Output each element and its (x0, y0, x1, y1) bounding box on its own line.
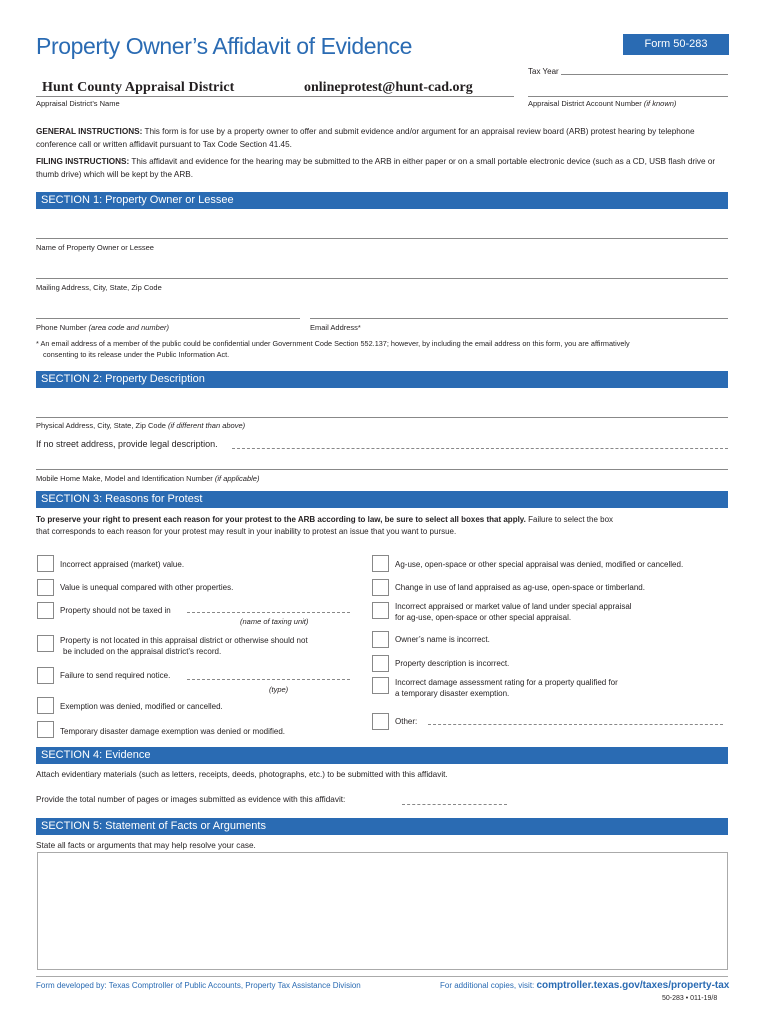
taxing-unit-hint: (name of taxing unit) (240, 617, 309, 626)
section-2-header: SECTION 2: Property Description (36, 371, 728, 388)
checkbox-unequal-value[interactable] (37, 579, 54, 596)
reason-label: Owner’s name is incorrect. (395, 635, 490, 644)
checkbox-not-located[interactable] (37, 635, 54, 652)
tax-year-field[interactable] (561, 74, 728, 75)
owner-name-field[interactable] (36, 238, 728, 239)
checkbox-damage-rating[interactable] (372, 677, 389, 694)
evidence-pages-text: Provide the total number of pages or images submitted as evidence with this affidavit: (36, 795, 346, 804)
account-number-label: Appraisal District Account Number (if known) (528, 99, 677, 108)
checkbox-ag-use-denied[interactable] (372, 555, 389, 572)
phone-label: Phone Number (area code and number) (36, 323, 170, 332)
reason-label-cont: be included on the appraisal district’s record. (63, 647, 222, 656)
district-name-value[interactable]: Hunt County Appraisal District (42, 80, 235, 95)
general-instructions: GENERAL INSTRUCTIONS: This form is for use by a property owner to offer and submit evidence and/or argument for an appraisal review board (ARB) protest hearing by telephone conference call or written affidavit pursuant to Tax Code Section 41.45. (36, 127, 695, 149)
section-4-header: SECTION 4: Evidence (36, 747, 728, 764)
checkbox-notice[interactable] (37, 667, 54, 684)
email-label: Email Address* (310, 323, 361, 332)
reason-label: Other: (395, 717, 418, 726)
checkbox-owner-name[interactable] (372, 631, 389, 648)
account-number-field[interactable] (528, 96, 728, 97)
physical-address-field[interactable] (36, 417, 728, 418)
checkbox-exemption[interactable] (37, 697, 54, 714)
checkbox-other[interactable] (372, 713, 389, 730)
facts-text-area[interactable] (37, 852, 728, 970)
email-field[interactable] (310, 318, 728, 319)
section-3-header: SECTION 3: Reasons for Protest (36, 491, 728, 508)
checkbox-description[interactable] (372, 655, 389, 672)
protest-intro: To preserve your right to present each reason for your protest to the ARB according to law, be sure to select all boxes that apply. Failure to select the box that corresponds to each reason for your protest may result in your inability to protest an issue that you want to pursue. (36, 515, 614, 536)
checkbox-incorrect-value[interactable] (37, 555, 54, 572)
reason-label: Property should not be taxed in (60, 606, 171, 615)
reason-label: Value is unequal compared with other properties. (60, 583, 234, 592)
reason-label: Incorrect damage assessment rating for a property qualified for (395, 678, 618, 687)
taxing-unit-field[interactable] (187, 612, 350, 613)
district-email-value[interactable]: onlineprotest@hunt-cad.org (304, 80, 473, 95)
footer-copies: For additional copies, visit: comptroller.texas.gov/taxes/property-tax (440, 980, 730, 991)
notice-type-field[interactable] (187, 679, 350, 680)
reason-label-cont: for ag-use, open-space or other special appraisal. (395, 613, 572, 622)
checkbox-disaster-exemption[interactable] (37, 721, 54, 738)
reason-label: Temporary disaster damage exemption was denied or modified. (60, 727, 286, 736)
checkbox-not-taxed[interactable] (37, 602, 54, 619)
section-1-header: SECTION 1: Property Owner or Lessee (36, 192, 728, 209)
reason-label: Incorrect appraised or market value of land under special appraisal (395, 602, 632, 611)
reason-label: Change in use of land appraised as ag-use, open-space or timberland. (395, 583, 645, 592)
filing-instructions: FILING INSTRUCTIONS: This affidavit and evidence for the hearing may be submitted to the ARB in either paper or on a small portable electronic device (such as a CD, USB flash drive or thumb drive) which will be kept by the ARB. (36, 157, 716, 179)
evidence-pages-field[interactable] (402, 804, 507, 805)
owner-name-label: Name of Property Owner or Lessee (36, 243, 154, 252)
footer-developed-by: Form developed by: Texas Comptroller of Public Accounts, Property Tax Assistance Division (36, 981, 361, 990)
reason-label: Exemption was denied, modified or cancelled. (60, 702, 223, 711)
mobile-home-field[interactable] (36, 469, 728, 470)
reason-label: Ag-use, open-space or other special appraisal was denied, modified or cancelled. (395, 560, 684, 569)
mailing-address-label: Mailing Address, City, State, Zip Code (36, 283, 162, 292)
reason-label: Property is not located in this appraisal district or otherwise should not (60, 636, 308, 645)
physical-address-label: Physical Address, City, State, Zip Code (if different than above) (36, 421, 246, 430)
other-reason-field[interactable] (428, 724, 723, 725)
section-5-header: SECTION 5: Statement of Facts or Arguments (36, 818, 728, 835)
footer-divider (36, 976, 728, 977)
footer-form-code: 50-283 • 011-19/8 (662, 995, 718, 1002)
facts-prompt: State all facts or arguments that may help resolve your case. (36, 841, 256, 850)
mobile-home-label: Mobile Home Make, Model and Identification Number (if applicable) (36, 474, 260, 483)
checkbox-special-appraisal-value[interactable] (372, 602, 389, 619)
legal-description-label: If no street address, provide legal description. (36, 439, 218, 449)
district-name-field[interactable] (36, 96, 514, 97)
mailing-address-field[interactable] (36, 278, 728, 279)
checkbox-change-in-use[interactable] (372, 579, 389, 596)
email-footnote-cont: consenting to its release under the Public Information Act. (43, 350, 230, 359)
notice-type-hint: (type) (269, 685, 289, 694)
reason-label: Property description is incorrect. (395, 659, 510, 668)
legal-description-field[interactable] (232, 448, 728, 449)
footer-copies-link[interactable]: comptroller.texas.gov/taxes/property-tax (536, 980, 730, 991)
tax-year-label: Tax Year (528, 67, 559, 76)
email-footnote: * An email address of a member of the public could be confidential under Government Code Section 552.137; however, by including the email address on this form, you are affirmatively (36, 339, 630, 348)
evidence-attach-text: Attach evidentiary materials (such as letters, receipts, deeds, photographs, etc.) to be submitted with this affidavit. (36, 770, 448, 779)
form-title: Property Owner’s Affidavit of Evidence (36, 33, 413, 59)
reason-label-cont: a temporary disaster exemption. (395, 689, 510, 698)
form-number-badge: Form 50-283 (623, 34, 729, 55)
district-name-label: Appraisal District’s Name (36, 99, 120, 108)
phone-field[interactable] (36, 318, 300, 319)
reason-label: Failure to send required notice. (60, 671, 171, 680)
reason-label: Incorrect appraised (market) value. (60, 560, 185, 569)
